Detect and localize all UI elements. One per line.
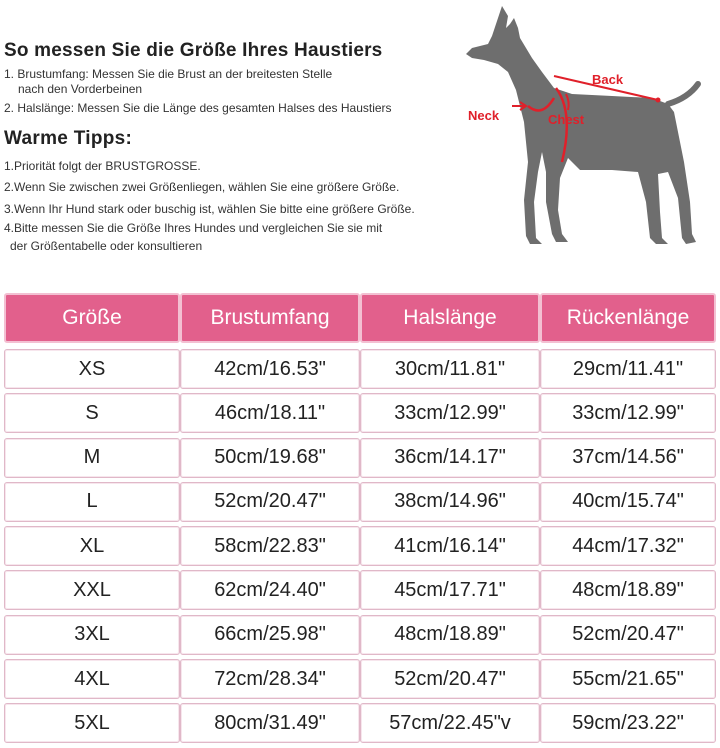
neck-cell: 30cm/11.81" — [360, 349, 540, 389]
back-label: Back — [592, 72, 624, 87]
step-chest: 1. Brustumfang: Messen Sie die Brust an der breitesten Stelle — [4, 67, 333, 81]
size-cell: XS — [4, 349, 180, 389]
size-cell: XXL — [4, 570, 180, 610]
tip-2: 2.Wenn Sie zwischen zwei Größenliegen, wählen Sie eine größere Größe. — [4, 180, 400, 194]
table-row — [4, 480, 716, 524]
chest-cell: 50cm/19.68" — [180, 438, 360, 478]
neck-cell: 33cm/12.99" — [360, 393, 540, 433]
step-chest-cont: nach den Vorderbeinen — [18, 82, 143, 96]
dog-tail — [668, 84, 698, 104]
chest-label: Chest — [548, 112, 585, 127]
dog-illustration — [462, 2, 712, 252]
table-row — [4, 657, 716, 701]
neck-cell: 45cm/17.71" — [360, 570, 540, 610]
header-size: Größe — [4, 293, 180, 343]
tips-title: Warme Tipps: — [4, 128, 133, 149]
back-cell: 48cm/18.89" — [540, 570, 716, 610]
header-chest: Brustumfang — [180, 293, 360, 343]
tip-1: 1.Priorität folgt der BRUSTGROSSE. — [4, 159, 201, 173]
step-neck: 2. Halslänge: Messen Sie die Länge des gesamten Halses des Haustiers — [4, 101, 392, 115]
size-cell: M — [4, 438, 180, 478]
table-row — [4, 347, 716, 391]
neck-cell: 52cm/20.47" — [360, 659, 540, 699]
neck-label: Neck — [468, 108, 500, 123]
table-header-row — [4, 293, 716, 347]
tip-4: 4.Bitte messen Sie die Größe Ihres Hundes und vergleichen Sie sie mit — [4, 221, 383, 235]
neck-cell: 41cm/16.14" — [360, 526, 540, 566]
instructions-title: So messen Sie die Größe Ihres Haustiers — [4, 40, 383, 61]
neck-cell: 48cm/18.89" — [360, 615, 540, 655]
chest-cell: 42cm/16.53" — [180, 349, 360, 389]
size-cell: XL — [4, 526, 180, 566]
back-cell: 59cm/23.22" — [540, 703, 716, 743]
back-cell: 40cm/15.74" — [540, 482, 716, 522]
size-cell: L — [4, 482, 180, 522]
size-cell: 4XL — [4, 659, 180, 699]
neck-cell: 57cm/22.45"v — [360, 703, 540, 743]
back-measure-end — [656, 98, 661, 103]
chest-cell: 80cm/31.49" — [180, 703, 360, 743]
size-chart-table — [4, 293, 716, 746]
back-cell: 29cm/11.41" — [540, 349, 716, 389]
neck-cell: 36cm/14.17" — [360, 438, 540, 478]
header-neck: Halslänge — [360, 293, 540, 343]
back-cell: 37cm/14.56" — [540, 438, 716, 478]
dog-measurement-diagram — [462, 2, 712, 252]
back-cell: 44cm/17.32" — [540, 526, 716, 566]
table-row — [4, 391, 716, 435]
chest-cell: 62cm/24.40" — [180, 570, 360, 610]
chest-cell: 66cm/25.98" — [180, 615, 360, 655]
size-cell: 3XL — [4, 615, 180, 655]
size-cell: 5XL — [4, 703, 180, 743]
back-cell: 55cm/21.65" — [540, 659, 716, 699]
header-back: Rückenlänge — [540, 293, 716, 343]
chest-cell: 52cm/20.47" — [180, 482, 360, 522]
neck-cell: 38cm/14.96" — [360, 482, 540, 522]
table-row — [4, 613, 716, 657]
size-cell: S — [4, 393, 180, 433]
table-row — [4, 701, 716, 745]
tip-4-cont: der Größentabelle oder konsultieren — [10, 239, 203, 253]
tip-3: 3.Wenn Ihr Hund stark oder buschig ist, wählen Sie bitte eine größere Größe. — [4, 202, 415, 216]
back-cell: 33cm/12.99" — [540, 393, 716, 433]
table-row — [4, 524, 716, 568]
table-row — [4, 436, 716, 480]
chest-cell: 72cm/28.34" — [180, 659, 360, 699]
chest-cell: 58cm/22.83" — [180, 526, 360, 566]
back-cell: 52cm/20.47" — [540, 615, 716, 655]
table-row — [4, 568, 716, 612]
chest-cell: 46cm/18.11" — [180, 393, 360, 433]
